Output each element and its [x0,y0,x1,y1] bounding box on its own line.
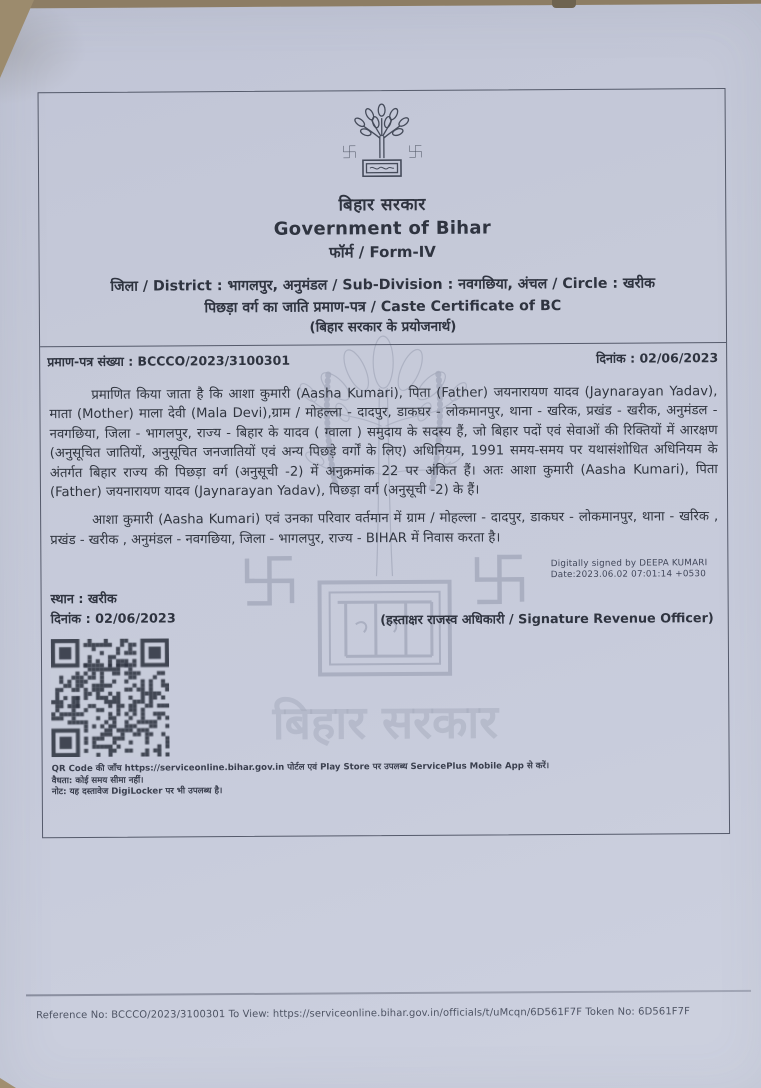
caste-certificate-title: पिछड़ा वर्ग का जाति प्रमाण-पत्र / Caste Certificate of BC [204,298,562,317]
footer-notes [52,760,729,799]
watermark-text: बिहार सरकार [272,694,499,750]
logo-wrap [39,100,726,188]
district-subdivision-circle-line: जिला / District : भागलपुर, अनुमंडल / Sub-Division : नवगछिया, अंचल / Circle : खरीक [110,275,656,295]
qr-block [51,635,729,757]
certificate-box [38,88,731,838]
digilocker-note: नोट: यह दस्तावेज DigiLocker पर भी उपलब्ध है। [51,786,223,798]
govt-title-hindi: बिहार सरकार [338,194,426,216]
revenue-officer-signature-label: (हस्ताक्षर राजस्व अधिकारी / Signature Revenue Officer) [380,611,714,629]
place-line: स्थान : खरीक [50,592,117,608]
issue-date: दिनांक : 02/06/2023 [596,350,719,366]
meta-row [40,342,726,370]
digital-signature-line1: Digitally signed by DEEPA KUMARI [550,558,708,570]
digital-signature-stamp [551,558,708,581]
digital-signature-line2: Date:2023.06.02 07:01:14 +0530 [550,569,707,581]
date-line: दिनांक : 02/06/2023 [50,611,176,628]
qr-code [51,639,170,758]
certificate-paragraph-2: आशा कुमारी (Aasha Kumari) एवं उनका परिवार वर्तमान में ग्राम / मोहल्ला - दादपुर, डाकघर - लोकमानपुर, थाना - खरिक , प्रखंड - खरीक , अनुमंडल - नवगछिया, जिला - भागलपुर, राज्य - BIHAR में निवास करता है। [50,509,719,549]
swastika-icon [343,145,421,157]
certificate-paragraph-1: प्रमाणित किया जाता है कि आशा कुमारी (Aasha Kumari), पिता (Father) जयनारायण यादव (Jaynarayan Yadav), माता (Mother) माला देवी (Mala Devi),ग्राम / मोहल्ला - दादपुर, डाकघर - लोकमानपुर, थाना - खरिक, प्रखंड - खरीक, अनुमंडल - नवगछिया, जिला - भागलपुर, राज्य - बिहार के यादव ( ग्वाला ) समुदाय के सदस्य हैं, जो बिहार पदों एवं सेवाओं की रिक्तियों में आरक्षण (अनुसूचित जातियों, अनुसूचित जनजातियों एवं अन्य पिछड़े वर्गों के लिए) अधिनियम, 1991 समय-समय पर यथासंशोधित अधिनियम के अंतर्गत बिहार राज्य की पिछड़ा वर्ग (अनुसूची -2) में अनुक्रमांक 22 पर अंकित हैं। अतः आशा कुमारी (Aasha Kumari), पिता (Father) जयनारायण यादव (Jaynarayan Yadav), पिछड़ा वर्ग (अनुसूची -2) के हैं। [49,384,718,501]
bihar-tree-emblem-icon [326,102,438,183]
reference-token-line: Reference No: BCCCO/2023/3100301 To View: https://serviceonline.bihar.gov.in/officials/t/uMcqn/6D561F7F Token No: 6D561F7F [36,1006,691,1022]
paper-sheet [0,4,761,1088]
purpose-line: (बिहार सरकार के प्रयोजनार्थ) [309,318,457,336]
validity-note: वैधता: कोई समय सीमा नहीं। [51,775,144,786]
paper-edge-notch [552,0,576,8]
place-date-block [51,590,176,631]
footer-divider-line [26,990,751,996]
govt-title-english: Government of Bihar [273,217,492,240]
certificate-number: प्रमाण-पत्र संख्या : BCCCO/2023/3100301 [47,352,291,370]
form-number-line: फॉर्म / Form-IV [329,242,436,262]
signature-row [51,586,720,630]
qr-verify-note: QR Code की जाँच https://serviceonline.bihar.gov.in पोर्टल एवं Play Store पर उपलब्ध ServicePlus Mobile App से करें। [51,761,550,775]
